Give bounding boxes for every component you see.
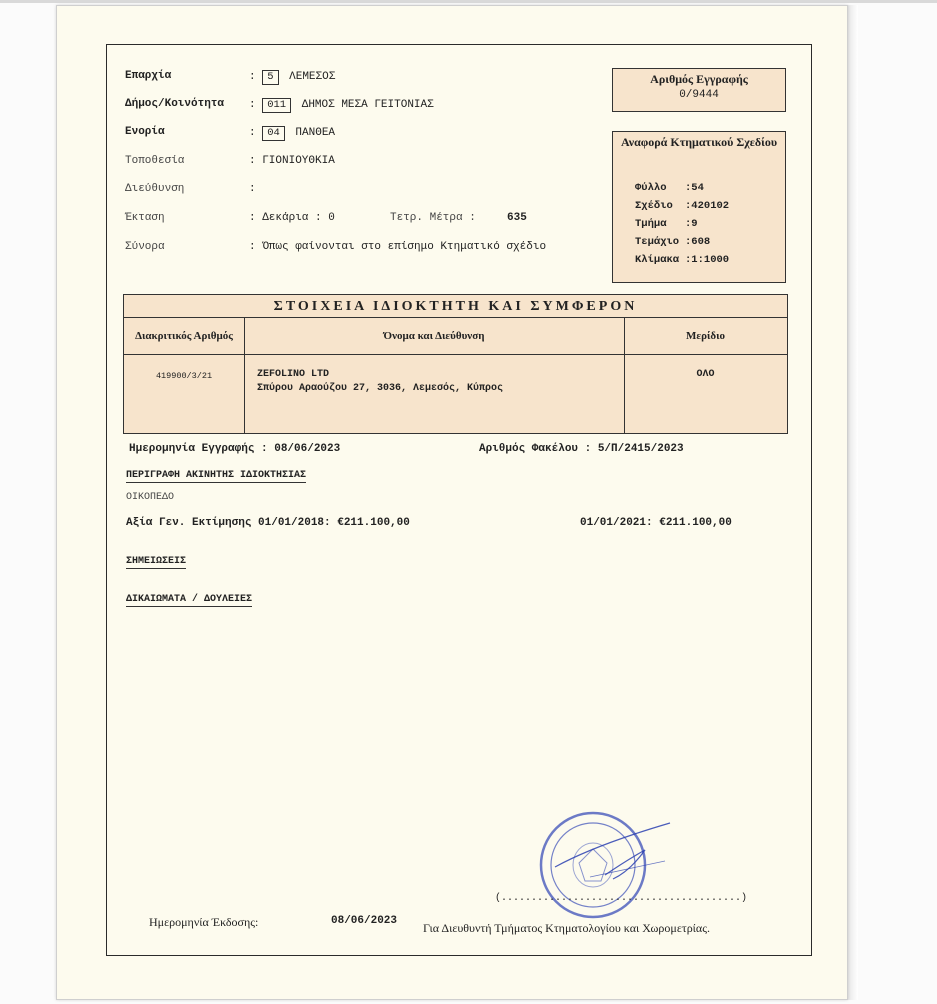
notes-heading: ΣΗΜΕΙΩΣΕΙΣ [126, 556, 187, 567]
province-code: 5 [262, 70, 278, 85]
address-value: : [249, 183, 256, 195]
locality-label: Τοποθεσία [125, 155, 185, 167]
quarter-value: : 04 ΠΑΝΘΕΑ [249, 127, 336, 139]
plan-reference-value: :608 [685, 236, 711, 248]
file-number: Αριθμός Φακέλου : 5/Π/2415/2023 [479, 443, 684, 455]
province-label: Επαρχία [125, 70, 172, 82]
owners-title: ΣΤΟΙΧΕΙΑ ΙΔΙΟΚΤΗΤΗ ΚΑΙ ΣΥΜΦΕΡΟΝ [124, 295, 787, 318]
plan-reference-title: Αναφορά Κτηματικού Σχεδίου [620, 135, 778, 149]
col-share-header: Μερίδιο [624, 318, 787, 355]
owner-name: ZEFOLINO LTD [257, 369, 330, 380]
issue-date-label: Ημερομηνία Έκδοσης: [149, 915, 259, 929]
province-name: ΛΕΜΕΣΟΣ [289, 71, 336, 83]
plan-reference-value: :1:1000 [685, 254, 730, 266]
owner-address: Σπύρου Αραούζου 27, 3036, Λεμεσός, Κύπρος [257, 383, 504, 394]
rights-heading: ΔΙΚΑΙΩΜΑΤΑ / ΔΟΥΛΕΙΕΣ [126, 594, 253, 605]
plan-reference-panel [612, 131, 786, 283]
issue-date: 08/06/2023 [331, 915, 398, 927]
plan-reference-rows [635, 179, 729, 269]
plan-reference-row [635, 179, 729, 197]
registration-title: Αριθμός Εγγραφής [650, 72, 748, 86]
municipality-value: : 011 ΔΗΜΟΣ ΜΕΣΑ ΓΕΙΤΟΝΙΑΣ [249, 99, 434, 111]
owner-share: ΟΛΟ [696, 369, 715, 380]
boundaries-value: : Όπως φαίνονται στο επίσημο Κτηματικό σχέδιο [249, 241, 547, 253]
quarter-code: 04 [262, 126, 285, 141]
page-edge [848, 5, 858, 1000]
document-page [56, 5, 848, 1000]
valuation-2021: 01/01/2021: €211.100,00 [580, 517, 732, 529]
plan-reference-row [635, 251, 729, 269]
municipality-code: 011 [262, 98, 291, 113]
plan-reference-label: Τμήμα [635, 218, 667, 230]
plan-reference-row [635, 215, 729, 233]
column-divider [244, 318, 245, 434]
plan-reference-row [635, 197, 729, 215]
registration-panel [612, 68, 786, 112]
plan-reference-label: Φύλλο [635, 182, 667, 194]
signatory-title: Για Διευθυντή Τμήματος Κτηματολογίου και Χωρομετρίας. [423, 921, 710, 935]
plan-reference-label: Τεμάχιο [635, 236, 680, 248]
plan-reference-value: :54 [685, 182, 704, 194]
col-name-header: Όνομα και Διεύθυνση [244, 318, 624, 355]
plan-reference-value: :9 [685, 218, 698, 230]
municipality-label: Δήμος/Κοινότητα [125, 98, 225, 110]
description-value: ΟΙΚΟΠΕΔΟ [126, 492, 175, 503]
plan-reference-label: Κλίμακα [635, 254, 680, 266]
quarter-name: ΠΑΝΘΕΑ [295, 127, 336, 139]
registration-value: 0/9444 [679, 89, 719, 101]
certificate-frame [106, 44, 812, 956]
locality-value: : ΓΙΟΝΙΟΥΘΚΙΑ [249, 155, 335, 167]
plan-reference-label: Σχέδιο [635, 200, 673, 212]
quarter-label: Ενορία [125, 126, 165, 138]
owners-table [123, 294, 788, 434]
province-value: : 5 ΛΕΜΕΣΟΣ [249, 71, 336, 83]
area-sqm-label: Τετρ. Μέτρα : [390, 212, 476, 224]
area-sqm-value: 635 [507, 212, 527, 224]
address-label: Διεύθυνση [125, 183, 185, 195]
municipality-name: ΔΗΜΟΣ ΜΕΣΑ ΓΕΙΤΟΝΙΑΣ [301, 99, 434, 111]
description-heading: ΠΕΡΙΓΡΑΦΗ ΑΚΙΝΗΤΗΣ ΙΔΙΟΚΤΗΣΙΑΣ [126, 470, 307, 481]
plan-reference-value: :420102 [685, 200, 730, 212]
boundaries-label: Σύνορα [125, 241, 165, 253]
area-label: Έκταση [125, 212, 165, 224]
signature-line: (........................................) [495, 893, 748, 904]
col-id-header: Διακριτικός Αριθμός [124, 318, 244, 355]
valuation-2018: Αξία Γεν. Εκτίμησης 01/01/2018: €211.100,00 [126, 517, 410, 529]
registration-date: Ημερομηνία Εγγραφής : 08/06/2023 [129, 443, 341, 455]
plan-reference-row [635, 233, 729, 251]
area-acres: : Δεκάρια : 0 [249, 212, 335, 224]
owner-id: 419900/3/21 [155, 371, 213, 381]
